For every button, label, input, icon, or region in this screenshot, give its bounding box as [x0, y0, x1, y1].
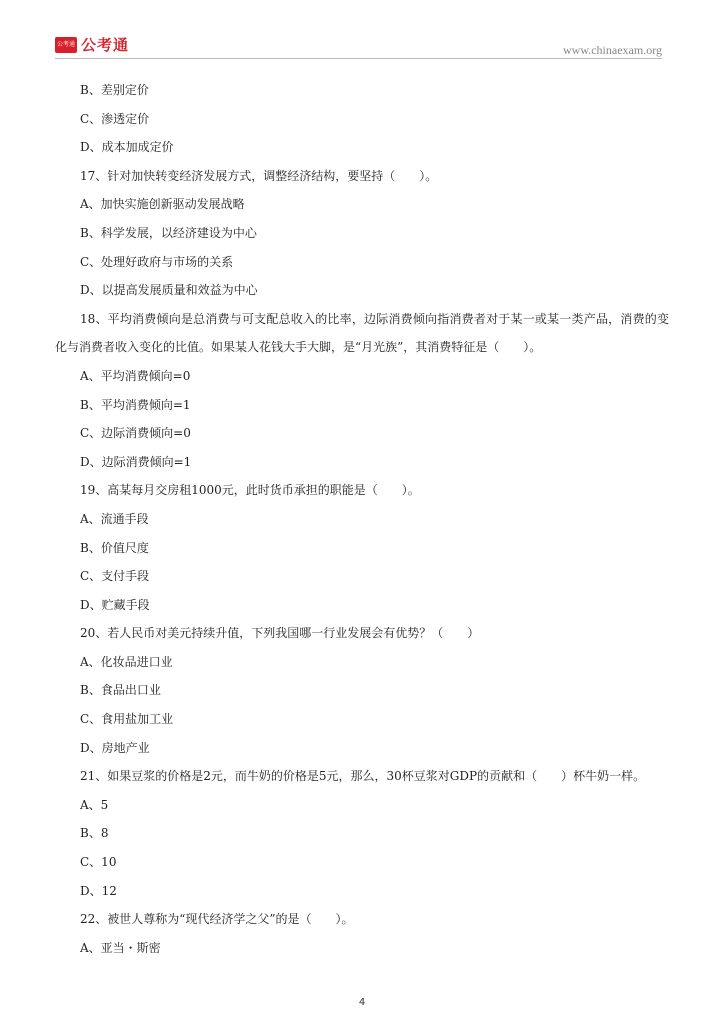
- option-b-q19: B、价值尺度: [80, 540, 149, 555]
- question-17: 17、针对加快转变经济发展方式，调整经济结构，要坚持（ ）。: [80, 168, 438, 183]
- site-url: www.chinaexam.org: [563, 43, 662, 57]
- question-21: 21、如果豆浆的价格是2元，而牛奶的价格是5元，那么，30杯豆浆对GDP的贡献和（ ）杯牛奶一样。: [80, 769, 646, 784]
- question-20: 20、若人民币对美元持续升值，下列我国哪一行业发展会有优势？（ ）: [80, 626, 480, 641]
- option-c-q17: C、处理好政府与市场的关系: [80, 254, 234, 269]
- page-header: [0, 0, 724, 64]
- option-b-q18: B、平均消费倾向=1: [80, 397, 191, 412]
- option-a-q17: A、加快实施创新驱动发展战略: [80, 197, 245, 212]
- logo-badge-icon: 公考通: [55, 37, 77, 53]
- option-c-q19: C、支付手段: [80, 569, 150, 584]
- option-a-q19: A、流通手段: [80, 511, 149, 526]
- option-a-q22: A、亚当・斯密: [80, 940, 161, 955]
- option-d-q18: D、边际消费倾向=1: [80, 454, 192, 469]
- option-c-q20: C、食用盐加工业: [80, 712, 174, 727]
- question-22: 22、被世人尊称为“现代经济学之父”的是（ ）。: [80, 912, 354, 927]
- document-body: [55, 76, 670, 962]
- question-18: 18、平均消费倾向是总消费与可支配总收入的比率，边际消费倾向指消费者对于某一或某一类产品，消费的变化与消费者收入变化的比值。如果某人花钱大手大脚，是“月光族”，其消费特征是（ ）。: [55, 311, 669, 355]
- option-d-q19: D、贮藏手段: [80, 597, 150, 612]
- option-b-q21: B、8: [80, 826, 109, 841]
- option-d-q17: D、以提高发展质量和效益为中心: [80, 283, 258, 298]
- option-c-q18: C、边际消费倾向=0: [80, 426, 191, 441]
- option-c-q21: C、10: [80, 855, 117, 870]
- option-a-q21: A、5: [80, 797, 109, 812]
- header-divider: [55, 58, 662, 59]
- option-d-q16: D、成本加成定价: [80, 140, 174, 155]
- logo: [55, 34, 129, 55]
- option-b-q16: B、差别定价: [80, 83, 149, 97]
- option-b-q20: B、食品出口业: [80, 683, 161, 698]
- option-c-q16: C、渗透定价: [80, 111, 150, 126]
- option-a-q18: A、平均消费倾向=0: [80, 368, 191, 383]
- question-19: 19、高某每月交房租1000元，此时货币承担的职能是（ ）。: [80, 483, 420, 498]
- page-number: 4: [358, 997, 366, 1008]
- option-d-q21: D、12: [80, 883, 117, 898]
- logo-text: 公考通: [81, 36, 130, 54]
- option-a-q20: A、化妆品进口业: [80, 654, 173, 669]
- option-b-q17: B、科学发展，以经济建设为中心: [80, 225, 257, 240]
- option-d-q20: D、房地产业: [80, 740, 150, 755]
